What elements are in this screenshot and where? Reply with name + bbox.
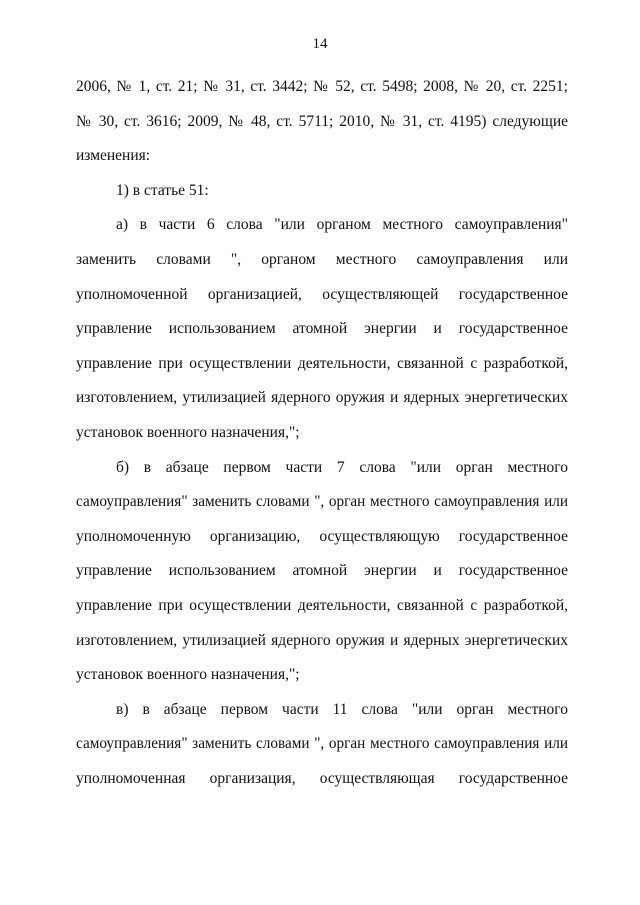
text-line: уполномоченная организация, осуществляющая государственное: [76, 769, 568, 787]
paragraph-start: в) в абзаце первом части 11 слова "или орган местного: [116, 700, 568, 718]
text-line: 2006, № 1, ст. 21; № 31, ст. 3442; № 52, ст. 5498; 2008, № 20, ст. 2251;: [76, 78, 568, 95]
text-line: уполномоченную организацию, осуществляющую государственное: [76, 527, 568, 545]
text-line: управление использованием атомной энергии и государственное: [76, 562, 568, 580]
text-line: уполномоченной организацией, осуществляющей государственное: [76, 285, 568, 303]
text-line: № 30, ст. 3616; 2009, № 48, ст. 5711; 2010, № 31, ст. 4195) следующие: [76, 112, 568, 130]
page-number: 14: [312, 36, 328, 52]
paragraph-start: а) в части 6 слова "или органом местного самоуправления": [116, 216, 568, 234]
text-line: управление при осуществлении деятельности, связанной с разработкой,: [76, 354, 568, 372]
text-line: заменить словами ", органом местного самоуправления или: [76, 250, 568, 268]
text-line: изменения:: [76, 147, 151, 165]
text-line: самоуправления" заменить словами ", орган местного самоуправления или: [76, 735, 568, 753]
text-line: управление использованием атомной энергии и государственное: [76, 320, 568, 338]
text-line: изготовлением, утилизацией ядерного оружия и ядерных энергетических: [76, 389, 568, 407]
text-line: самоуправления" заменить словами ", орган местного самоуправления или: [76, 493, 568, 511]
document-body: [76, 74, 568, 800]
text-line: установок военного назначения,";: [76, 666, 300, 684]
paragraph-start: б) в абзаце первом части 7 слова "или орган местного: [116, 458, 568, 476]
text-line: установок военного назначения,";: [76, 423, 300, 441]
list-item-heading: 1) в статье 51:: [116, 181, 209, 199]
text-line: управление при осуществлении деятельности, связанной с разработкой,: [76, 596, 568, 614]
text-line: изготовлением, утилизацией ядерного оружия и ядерных энергетических: [76, 631, 568, 649]
